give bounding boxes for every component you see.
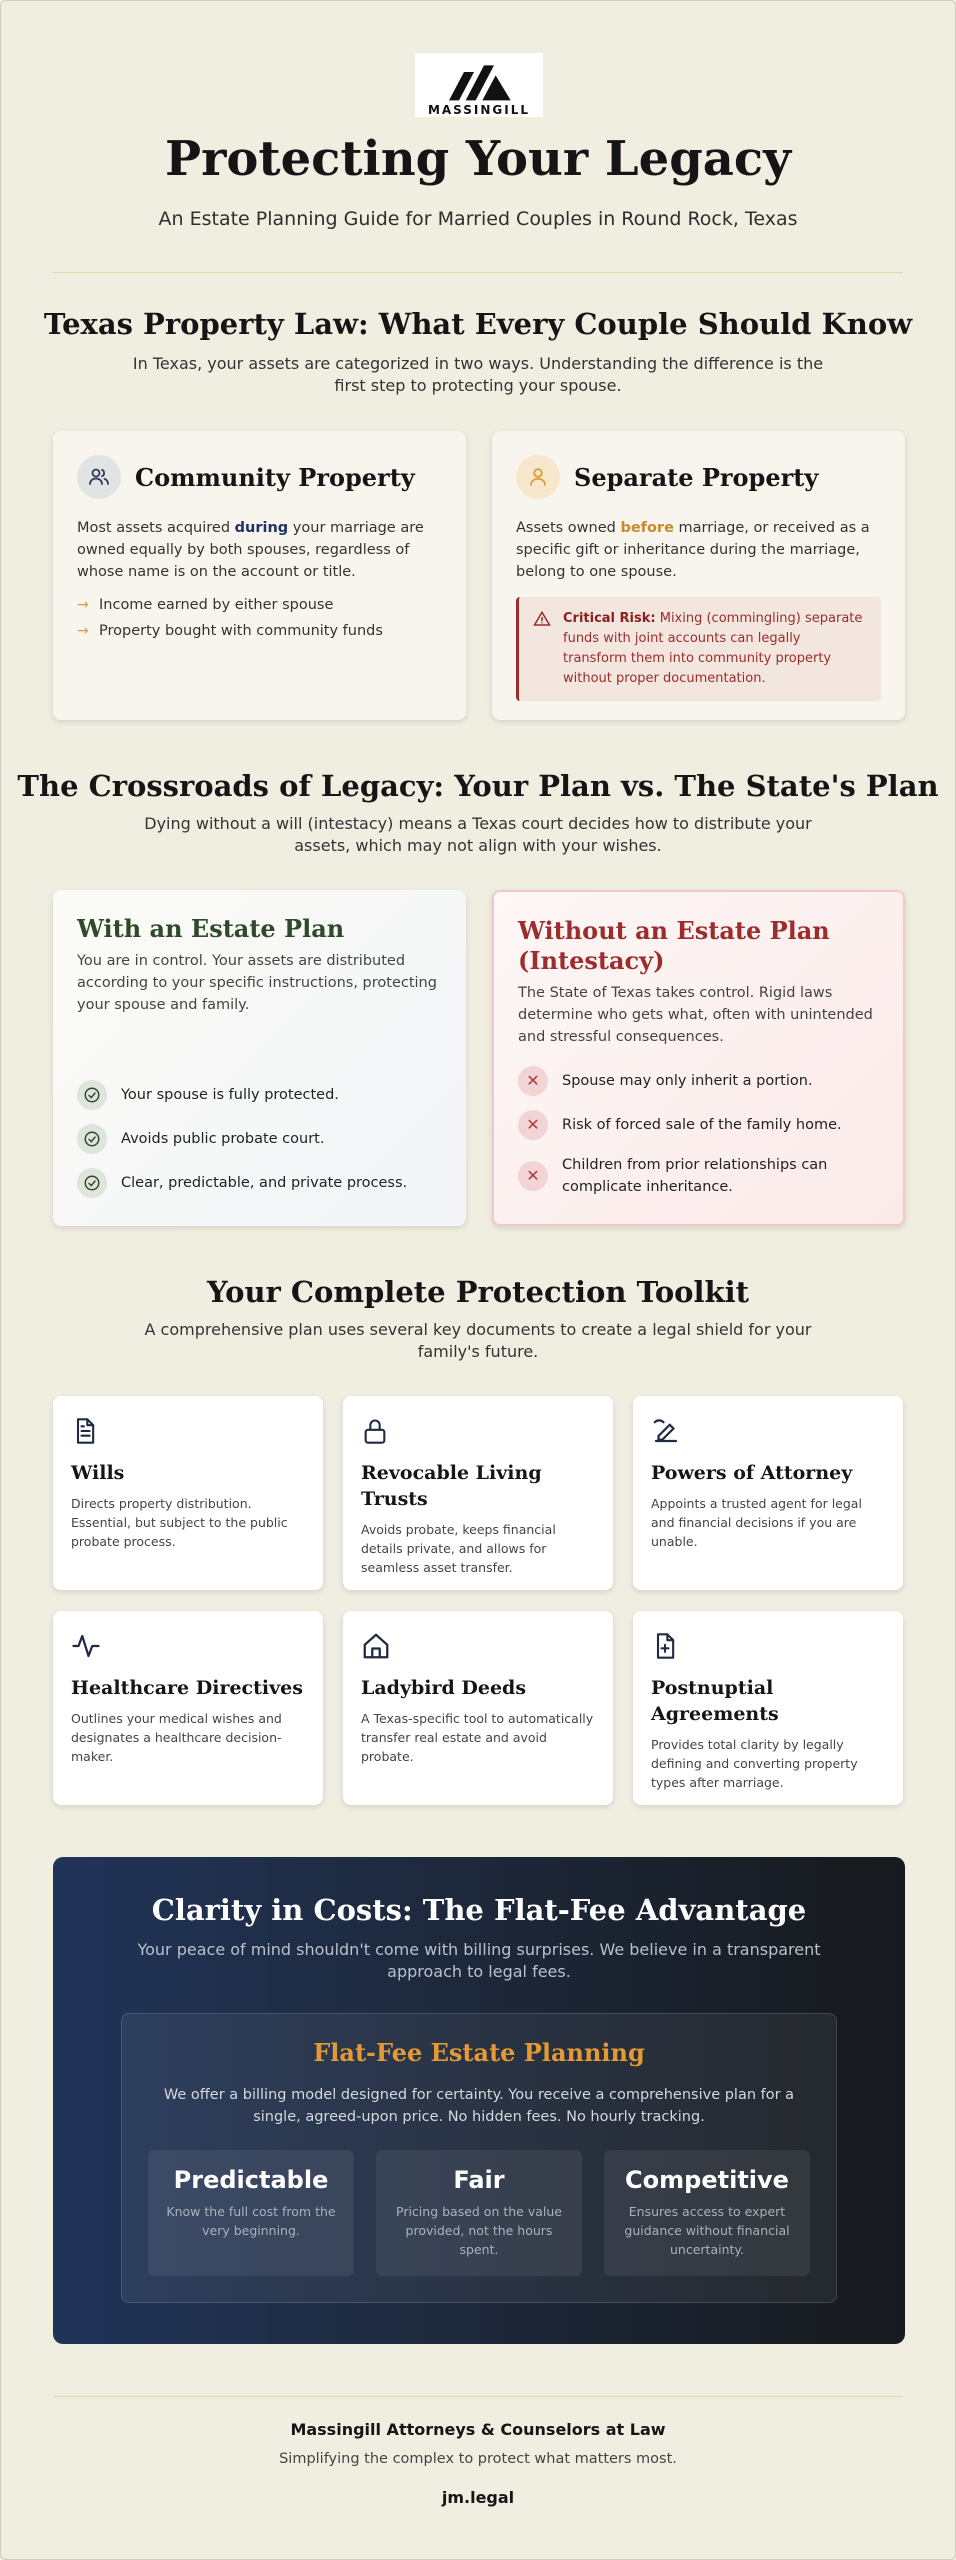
critical-risk-text	[563, 609, 867, 689]
header-divider	[53, 272, 903, 273]
warning-icon	[533, 610, 551, 628]
file-plus-icon	[651, 1631, 679, 1661]
without-plan-description: The State of Texas takes control. Rigid laws determine who gets what, often with unintended and stressful consequences.	[518, 985, 873, 1045]
with-plan-item-text: Clear, predictable, and private process.	[121, 1175, 408, 1191]
tool-description: Outlines your medical wishes and designates a healthcare decision-maker.	[71, 1711, 282, 1764]
costs-section-title: Clarity in Costs: The Flat-Fee Advantage	[151, 1893, 807, 1927]
check-icon	[77, 1080, 107, 1110]
pillar-description: Pricing based on the value provided, not the hours spent.	[396, 2204, 562, 2257]
with-estate-plan-card	[53, 890, 466, 1226]
flat-fee-title: Flat-Fee Estate Planning	[313, 2038, 645, 2067]
list-item	[77, 623, 442, 639]
list-item	[77, 1124, 324, 1154]
users-icon	[77, 455, 121, 499]
bullet-text: Property bought with community funds	[99, 623, 383, 639]
with-plan-title: With an Estate Plan	[77, 914, 345, 943]
separate-property-title: Separate Property	[574, 462, 819, 492]
toolkit-section-description: A comprehensive plan uses several key documents to create a legal shield for your family's future.	[144, 1320, 812, 1361]
user-icon	[516, 455, 560, 499]
list-item	[77, 1168, 407, 1198]
pillar-title: Predictable	[173, 2166, 329, 2194]
logo-mark-icon	[433, 57, 525, 102]
tool-description: A Texas-specific tool to automatically transfer real estate and avoid probate.	[361, 1711, 594, 1764]
lock-icon	[361, 1416, 389, 1446]
community-property-text	[77, 517, 442, 583]
tool-title: Powers of Attorney	[651, 1462, 853, 1484]
list-item	[77, 597, 442, 613]
flat-fee-description: We offer a billing model designed for certainty. You receive a comprehensive plan for a single, agreed-upon price. No hidden fees. No hourly tracking.	[163, 2087, 795, 2125]
tool-card-trusts	[343, 1396, 613, 1590]
list-item	[77, 1080, 339, 1110]
page-title: Protecting Your Legacy	[165, 131, 791, 187]
document-icon	[71, 1416, 99, 1446]
tool-title: Postnuptial Agreements	[651, 1677, 779, 1725]
costs-section-description: Your peace of mind shouldn't come with billing surprises. We believe in a transparent approach to legal fees.	[137, 1940, 821, 1981]
list-item	[518, 1154, 838, 1198]
check-icon	[77, 1168, 107, 1198]
without-plan-item-text: Spouse may only inherit a portion.	[562, 1073, 813, 1089]
critical-risk-label: Critical Risk:	[563, 611, 656, 626]
critical-risk-body: Mixing (commingling) separate funds with joint accounts can legally transform them into community property without proper documentation.	[563, 611, 863, 686]
separate-property-card	[492, 431, 905, 720]
pillar-predictable	[148, 2150, 354, 2276]
with-plan-item-text: Your spouse is fully protected.	[121, 1087, 339, 1103]
separate-property-text	[516, 517, 881, 583]
without-plan-title: Without an Estate Plan (Intestacy)	[518, 916, 830, 975]
x-icon: ✕	[518, 1161, 548, 1191]
without-plan-item-text: Children from prior relationships can complicate inheritance.	[562, 1157, 828, 1195]
tool-title: Wills	[71, 1462, 125, 1484]
tool-description: Provides total clarity by legally defining and converting property types after marriage.	[651, 1737, 858, 1790]
community-text-highlight: during	[234, 520, 289, 536]
massingill-logo	[415, 53, 543, 117]
separate-text-end: marriage, or received as a specific gift or inheritance during the marriage, belong to one spouse.	[516, 520, 870, 580]
x-icon: ✕	[518, 1110, 548, 1140]
x-icon: ✕	[518, 1066, 548, 1096]
community-text-start: Most assets acquired	[77, 520, 235, 536]
without-plan-item-text: Risk of forced sale of the family home.	[562, 1117, 842, 1133]
separate-text-start: Assets owned	[516, 520, 621, 536]
page-subtitle: An Estate Planning Guide for Married Couples in Round Rock, Texas	[158, 208, 798, 230]
footer-firm-name: Massingill Attorneys & Counselors at Law	[290, 2420, 666, 2439]
arrow-icon: →	[77, 623, 89, 639]
bullet-text: Income earned by either spouse	[99, 597, 334, 613]
critical-risk-callout	[516, 597, 881, 701]
community-property-title: Community Property	[135, 462, 415, 492]
crossroads-section-title: The Crossroads of Legacy: Your Plan vs. The State's Plan	[17, 769, 939, 803]
pillar-description: Know the full cost from the very beginning.	[166, 2204, 336, 2238]
pulse-icon	[71, 1631, 101, 1661]
without-estate-plan-card	[492, 890, 905, 1226]
tool-card-poa	[633, 1396, 903, 1590]
tool-card-wills	[53, 1396, 323, 1590]
tool-description: Appoints a trusted agent for legal and financial decisions if you are unable.	[651, 1496, 862, 1549]
community-text-end: your marriage are owned equally by both spouses, regardless of whose name is on the account or title.	[77, 520, 424, 580]
tool-title: Healthcare Directives	[71, 1677, 303, 1699]
crossroads-section-description: Dying without a will (intestacy) means a Texas court decides how to distribute your assets, which may not align with your wishes.	[144, 814, 812, 855]
with-plan-item-text: Avoids public probate court.	[121, 1131, 325, 1147]
home-icon	[361, 1631, 391, 1661]
pillar-title: Competitive	[625, 2166, 789, 2194]
tool-title: Ladybird Deeds	[361, 1677, 527, 1699]
check-icon	[77, 1124, 107, 1154]
toolkit-section-title: Your Complete Protection Toolkit	[206, 1275, 750, 1309]
logo-text: MASSINGILL	[427, 103, 531, 117]
arrow-icon: →	[77, 597, 89, 613]
tool-card-postnup	[633, 1611, 903, 1805]
pillar-competitive	[604, 2150, 810, 2276]
tool-card-ladybird	[343, 1611, 613, 1805]
signature-icon	[651, 1416, 681, 1446]
tool-description: Avoids probate, keeps financial details private, and allows for seamless asset transfer.	[361, 1522, 556, 1575]
property-section-description: In Texas, your assets are categorized in two ways. Understanding the difference is the first step to protecting your spouse.	[132, 354, 824, 395]
flat-fee-box	[121, 2013, 837, 2303]
list-item	[518, 1066, 813, 1096]
tool-title: Revocable Living Trusts	[361, 1462, 542, 1510]
community-property-card	[53, 431, 466, 720]
pillar-fair	[376, 2150, 582, 2276]
footer-tagline: Simplifying the complex to protect what matters most.	[279, 2451, 677, 2467]
tool-description: Directs property distribution. Essential, but subject to the public probate process.	[71, 1496, 288, 1549]
with-plan-description: You are in control. Your assets are distributed according to your specific instructions, protecting your spouse and family.	[77, 953, 437, 1013]
list-item	[518, 1110, 842, 1140]
pillar-description: Ensures access to expert guidance without financial uncertainty.	[624, 2204, 790, 2257]
property-section-title: Texas Property Law: What Every Couple Should Know	[43, 307, 913, 341]
tool-card-healthcare	[53, 1611, 323, 1805]
separate-text-highlight: before	[620, 520, 674, 536]
flat-fee-panel	[53, 1857, 905, 2344]
pillar-title: Fair	[453, 2166, 505, 2194]
footer-divider	[53, 2396, 903, 2397]
footer-website-link[interactable]: jm.legal	[441, 2488, 515, 2507]
